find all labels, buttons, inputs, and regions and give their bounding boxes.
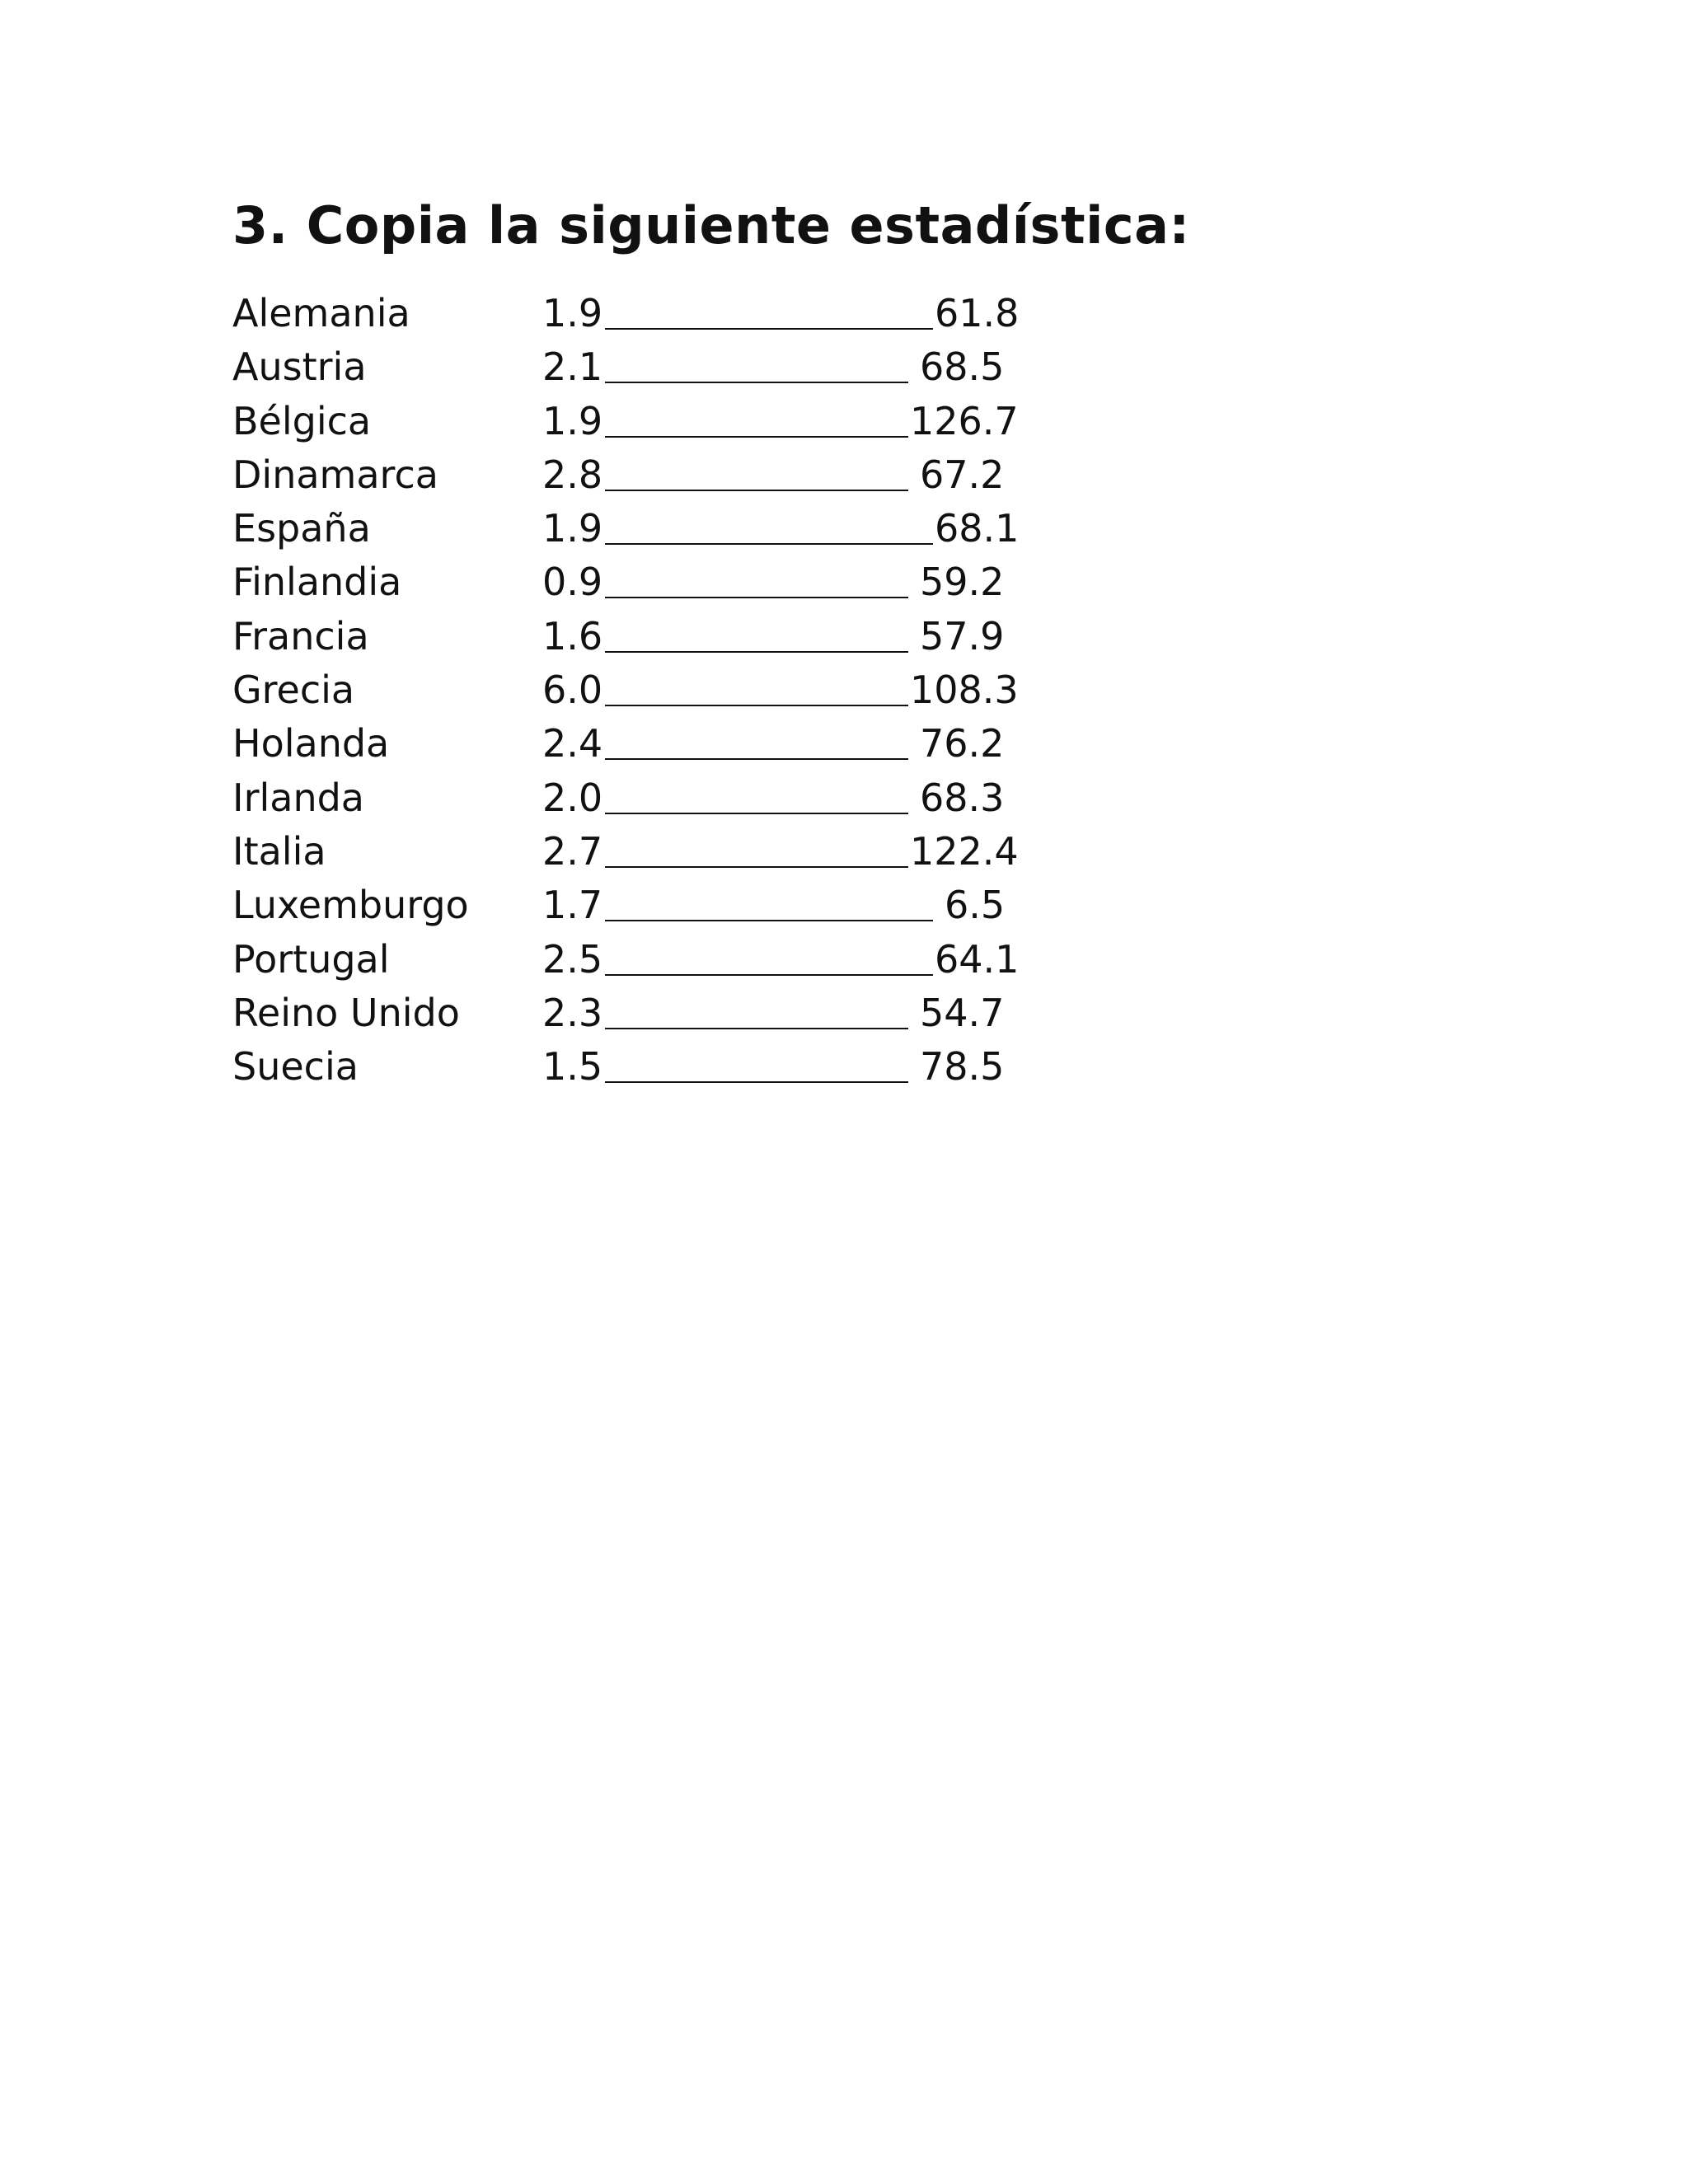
country-name: Luxemburgo xyxy=(232,883,469,928)
first-value: 2.8 xyxy=(542,452,603,497)
first-value: 0.9 xyxy=(542,560,603,605)
second-value: 68.5 xyxy=(920,344,1005,390)
country-name: Reino Unido xyxy=(232,990,460,1035)
first-value: 1.9 xyxy=(542,398,603,443)
first-value: 2.0 xyxy=(542,775,603,820)
first-value: 1.7 xyxy=(542,883,603,928)
country-name: Bélgica xyxy=(232,398,372,443)
second-value: 122.4 xyxy=(910,828,1019,874)
exercise-title: 3. Copia la siguiente estadística: xyxy=(232,195,1190,255)
blank-line xyxy=(605,813,908,814)
second-value: 126.7 xyxy=(910,398,1019,443)
first-value: 2.5 xyxy=(542,936,603,982)
table-row xyxy=(232,987,1057,1040)
country-name: Suecia xyxy=(232,1044,359,1090)
statistics-list xyxy=(232,287,1057,1094)
table-row xyxy=(232,825,1057,879)
second-value: 67.2 xyxy=(920,452,1005,497)
country-name: Irlanda xyxy=(232,775,364,820)
blank-line xyxy=(605,382,908,383)
first-value: 6.0 xyxy=(542,668,603,713)
table-row xyxy=(232,395,1057,448)
first-value: 2.7 xyxy=(542,828,603,874)
first-value: 1.9 xyxy=(542,291,603,335)
second-value: 6.5 xyxy=(945,883,1006,928)
country-name: Holanda xyxy=(232,721,390,766)
blank-line xyxy=(605,866,908,868)
second-value: 78.5 xyxy=(920,1044,1005,1090)
first-value: 2.1 xyxy=(542,344,603,390)
table-row xyxy=(232,287,1057,340)
blank-line xyxy=(605,705,908,706)
country-name: Finlandia xyxy=(232,560,402,605)
blank-line xyxy=(605,543,933,545)
table-row xyxy=(232,1040,1057,1094)
table-row xyxy=(232,610,1057,663)
table-row xyxy=(232,879,1057,932)
table-row xyxy=(232,448,1057,502)
first-value: 1.9 xyxy=(542,506,603,551)
blank-line xyxy=(605,436,908,438)
second-value: 54.7 xyxy=(920,990,1005,1035)
blank-line xyxy=(605,920,933,921)
blank-line xyxy=(605,758,908,760)
table-row xyxy=(232,717,1057,771)
first-value: 1.5 xyxy=(542,1044,603,1090)
second-value: 59.2 xyxy=(920,560,1005,605)
blank-line xyxy=(605,974,933,976)
blank-line xyxy=(605,651,908,653)
country-name: Alemania xyxy=(232,291,410,335)
blank-line xyxy=(605,1081,908,1083)
second-value: 61.8 xyxy=(935,291,1020,335)
first-value: 2.3 xyxy=(542,990,603,1035)
country-name: Francia xyxy=(232,613,369,658)
country-name: Austria xyxy=(232,344,367,390)
second-value: 64.1 xyxy=(935,936,1020,982)
table-row xyxy=(232,555,1057,609)
table-row xyxy=(232,663,1057,717)
table-row xyxy=(232,502,1057,555)
country-name: Italia xyxy=(232,828,326,874)
first-value: 1.6 xyxy=(542,613,603,658)
second-value: 68.3 xyxy=(920,775,1005,820)
country-name: Dinamarca xyxy=(232,452,438,497)
country-name: Grecia xyxy=(232,668,355,713)
table-row xyxy=(232,933,1057,987)
country-name: España xyxy=(232,506,371,551)
first-value: 2.4 xyxy=(542,721,603,766)
blank-line xyxy=(605,597,908,598)
second-value: 68.1 xyxy=(935,506,1020,551)
blank-line xyxy=(605,490,908,491)
country-name: Portugal xyxy=(232,936,390,982)
second-value: 57.9 xyxy=(920,613,1005,658)
second-value: 76.2 xyxy=(920,721,1005,766)
table-row xyxy=(232,771,1057,825)
second-value: 108.3 xyxy=(910,668,1019,713)
table-row xyxy=(232,340,1057,394)
blank-line xyxy=(605,328,933,330)
blank-line xyxy=(605,1028,908,1029)
